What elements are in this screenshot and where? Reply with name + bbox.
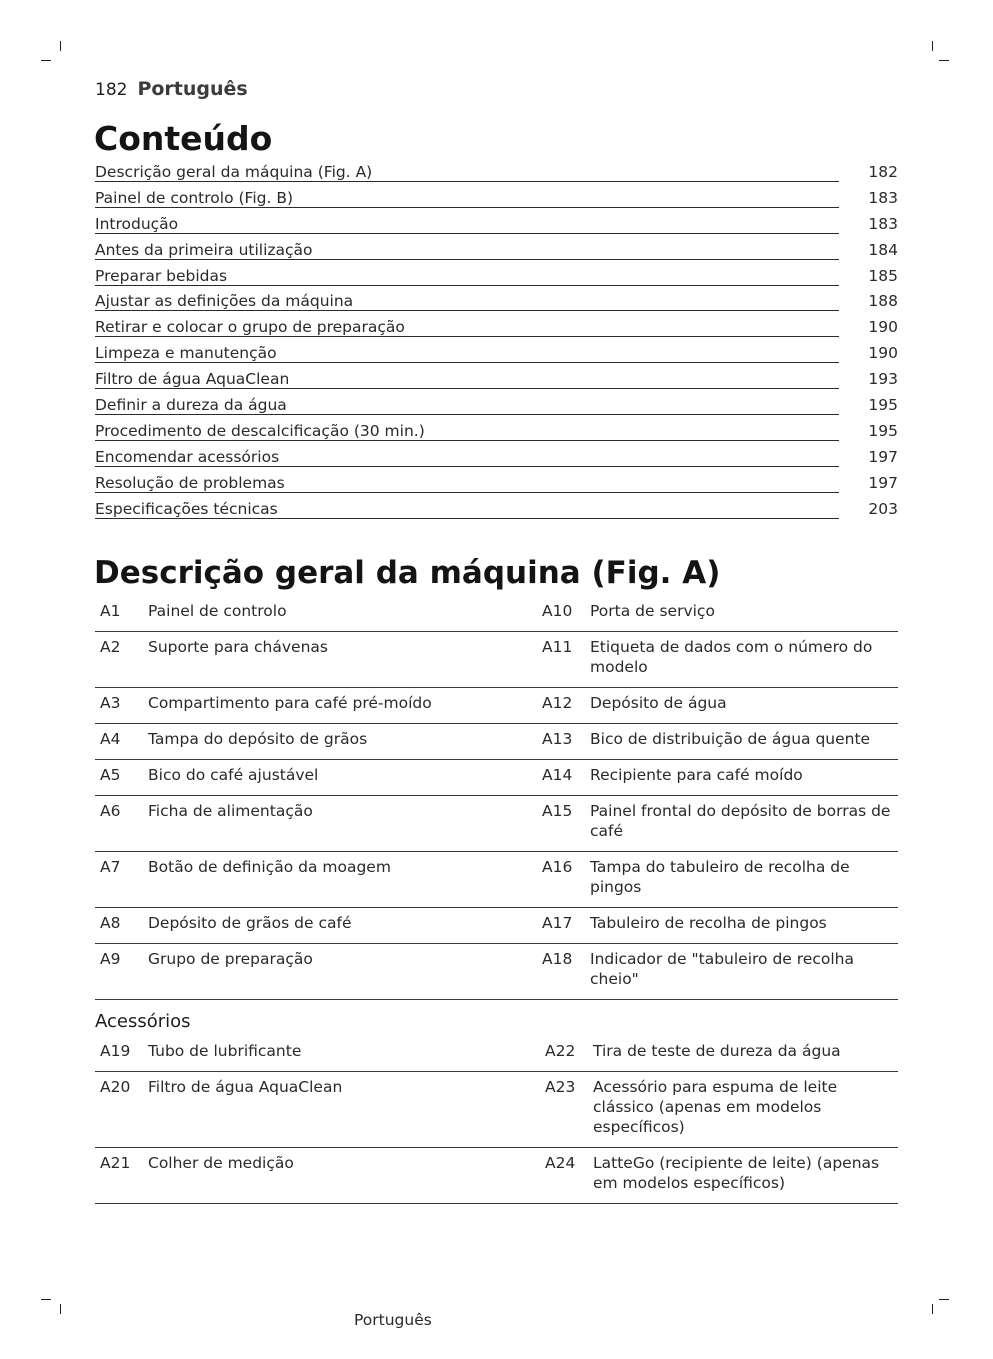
crop-mark — [932, 41, 933, 51]
part-description: Tampa do depósito de grãos — [148, 730, 368, 748]
part-code: A10 — [542, 602, 573, 620]
toc-leader-line — [95, 310, 839, 311]
part-description: Acessório para espuma de leite clássico (apenas em modelos específicos) — [593, 1078, 838, 1136]
table-row — [95, 944, 898, 1000]
part-code: A3 — [100, 694, 121, 712]
toc-entry-page: 184 — [868, 240, 898, 259]
toc-entry-page: 195 — [868, 421, 898, 440]
part-code: A4 — [100, 730, 121, 748]
part-description: Colher de medição — [148, 1154, 294, 1172]
part-code: A16 — [542, 858, 573, 876]
toc-entry[interactable] — [95, 163, 898, 189]
crop-mark — [60, 41, 61, 51]
toc-leader-line — [95, 259, 839, 260]
toc-entry[interactable] — [95, 344, 898, 370]
table-row — [95, 688, 898, 724]
part-code: A12 — [542, 694, 573, 712]
accessories-title: Acessórios — [95, 1011, 191, 1032]
toc-entry[interactable] — [95, 370, 898, 396]
part-description: Painel frontal do depósito de borras de café — [590, 802, 891, 840]
part-description: Depósito de grãos de café — [148, 914, 352, 932]
part-code: A1 — [100, 602, 121, 620]
part-code: A8 — [100, 914, 121, 932]
part-description: Porta de serviço — [590, 602, 715, 620]
toc-entry-label: Descrição geral da máquina (Fig. A) — [95, 163, 375, 181]
overview-title: Descrição geral da máquina (Fig. A) — [94, 555, 721, 591]
part-code: A6 — [100, 802, 121, 820]
crop-mark — [41, 1299, 51, 1300]
part-code: A19 — [100, 1042, 131, 1060]
toc-entry[interactable] — [95, 448, 898, 474]
toc-entry-page: 188 — [868, 292, 898, 311]
part-description: Bico de distribuição de água quente — [590, 730, 871, 748]
part-description: Tira de teste de dureza da água — [593, 1042, 841, 1060]
toc-leader-line — [95, 285, 839, 286]
toc-entry-label: Encomendar acessórios — [95, 448, 282, 466]
table-row — [95, 852, 898, 908]
toc-entry[interactable] — [95, 396, 898, 422]
part-description: Recipiente para café moído — [590, 766, 803, 784]
part-code: A17 — [542, 914, 573, 932]
toc-entry-label: Antes da primeira utilização — [95, 241, 316, 259]
toc-entry-label: Painel de controlo (Fig. B) — [95, 189, 296, 207]
toc-entry[interactable] — [95, 189, 898, 215]
toc-leader-line — [95, 207, 839, 208]
toc-leader-line — [95, 414, 839, 415]
part-code: A23 — [545, 1078, 576, 1096]
toc-entry-label: Resolução de problemas — [95, 474, 288, 492]
table-row — [95, 1037, 898, 1072]
toc-entry-page: 183 — [868, 214, 898, 233]
toc-entry-page: 182 — [868, 163, 898, 181]
crop-mark — [939, 60, 949, 61]
toc-entry[interactable] — [95, 215, 898, 241]
toc-leader-line — [95, 466, 839, 467]
part-description: Painel de controlo — [148, 602, 287, 620]
toc-entry-label: Filtro de água AquaClean — [95, 370, 292, 388]
toc-entry-label: Definir a dureza da água — [95, 396, 290, 414]
part-description: Tubo de lubrificante — [148, 1042, 302, 1060]
part-code: A14 — [542, 766, 573, 784]
part-code: A11 — [542, 638, 573, 656]
crop-mark — [60, 1304, 61, 1314]
table-row — [95, 724, 898, 760]
part-description: Grupo de preparação — [148, 950, 313, 968]
toc-entry-page: 197 — [868, 473, 898, 492]
toc-entry-label: Ajustar as definições da máquina — [95, 292, 356, 310]
toc-entry[interactable] — [95, 422, 898, 448]
part-code: A15 — [542, 802, 573, 820]
part-description: Tabuleiro de recolha de pingos — [590, 914, 827, 932]
toc-entry-page: 183 — [868, 188, 898, 207]
footer-language: Português — [354, 1311, 432, 1329]
part-description: Bico do café ajustável — [148, 766, 319, 784]
table-row — [95, 1148, 898, 1204]
table-row — [95, 632, 898, 688]
part-code: A7 — [100, 858, 121, 876]
toc-entry-label: Especificações técnicas — [95, 500, 281, 518]
toc-title: Conteúdo — [94, 119, 273, 158]
parts-table — [95, 597, 898, 1000]
toc-entry-label: Introdução — [95, 215, 181, 233]
toc-entry-label: Limpeza e manutenção — [95, 344, 280, 362]
header-language: Português — [137, 78, 248, 100]
toc-entry[interactable] — [95, 241, 898, 267]
table-row — [95, 796, 898, 852]
toc-entry-page: 190 — [868, 318, 898, 337]
toc-leader-line — [95, 388, 839, 389]
toc-entry-page: 190 — [868, 344, 898, 363]
part-description: Botão de definição da moagem — [148, 858, 391, 876]
toc-leader-line — [95, 233, 839, 234]
part-code: A9 — [100, 950, 121, 968]
crop-mark — [932, 1304, 933, 1314]
part-description: Etiqueta de dados com o número do modelo — [590, 638, 873, 676]
part-description: Indicador de "tabuleiro de recolha cheio" — [590, 950, 854, 988]
table-row — [95, 760, 898, 796]
toc-leader-line — [95, 440, 839, 441]
toc-entry-page: 193 — [868, 370, 898, 389]
toc-entry-page: 185 — [868, 266, 898, 285]
toc-entry[interactable] — [95, 292, 898, 318]
part-description: Filtro de água AquaClean — [148, 1078, 343, 1096]
part-code: A2 — [100, 638, 121, 656]
part-description: LatteGo (recipiente de leite) (apenas em modelos específicos) — [593, 1154, 880, 1192]
table-row — [95, 597, 898, 632]
toc-entry-label: Preparar bebidas — [95, 267, 230, 285]
toc-entry[interactable] — [95, 500, 898, 526]
part-description: Ficha de alimentação — [148, 802, 313, 820]
toc-entry-page: 203 — [868, 499, 898, 518]
part-code: A5 — [100, 766, 121, 784]
page-number: 182 — [95, 80, 128, 100]
toc-entry-label: Procedimento de descalcificação (30 min.) — [95, 422, 428, 440]
part-description: Compartimento para café pré-moído — [148, 694, 432, 712]
part-description: Depósito de água — [590, 694, 727, 712]
toc-entry[interactable] — [95, 474, 898, 500]
toc-leader-line — [95, 336, 839, 337]
page-header — [95, 78, 248, 100]
part-code: A22 — [545, 1042, 576, 1060]
toc-entry-page: 197 — [868, 447, 898, 466]
toc-entry[interactable] — [95, 267, 898, 293]
part-code: A13 — [542, 730, 573, 748]
part-code: A21 — [100, 1154, 131, 1172]
toc-leader-line — [95, 181, 839, 182]
part-description: Suporte para chávenas — [148, 638, 328, 656]
toc-entry-page: 195 — [868, 396, 898, 415]
table-row — [95, 1072, 898, 1148]
toc-entry-label: Retirar e colocar o grupo de preparação — [95, 318, 408, 336]
toc-leader-line — [95, 362, 839, 363]
toc-leader-line — [95, 492, 839, 493]
part-code: A20 — [100, 1078, 131, 1096]
part-code: A18 — [542, 950, 573, 968]
table-of-contents — [95, 163, 898, 525]
crop-mark — [41, 60, 51, 61]
table-row — [95, 908, 898, 944]
toc-entry[interactable] — [95, 318, 898, 344]
part-description: Tampa do tabuleiro de recolha de pingos — [590, 858, 850, 896]
accessories-table — [95, 1037, 898, 1204]
part-code: A24 — [545, 1154, 576, 1172]
crop-mark — [939, 1299, 949, 1300]
toc-leader-line — [95, 518, 839, 519]
